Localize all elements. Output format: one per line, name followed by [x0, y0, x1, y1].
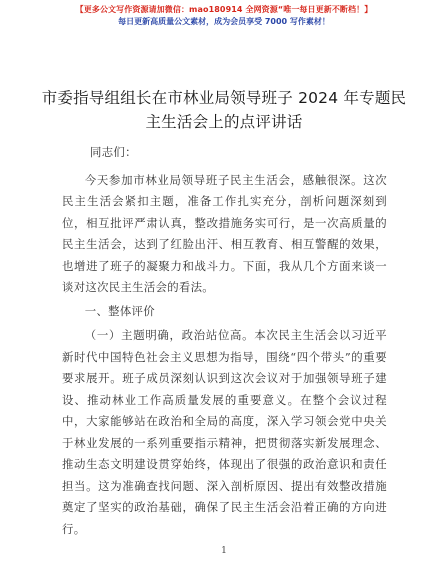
promo-line: 【更多公文写作资源请加微信：mao180914 全网资源“唯一每日更新不断档！】 — [75, 5, 373, 14]
section-heading: 一、整体评价 — [84, 303, 155, 318]
membership-line: 每日更新高质量公文素材，成为会员享受 7000 写作素材！ — [118, 17, 330, 26]
document-body — [62, 142, 387, 540]
salutation: 同志们： — [90, 145, 137, 159]
body-paragraph: 今天参加市林业局领导班子民主生活会，感触很深。这次民主生活会紧扣主题，准备工作扎实充分，剖析问题深刻到位，相互批评严肃认真，整改措施务实可行，是一次高质量的民主生活会，达到了红脸出汗、相互教育、相互警醒的效果，也增进了班子的凝聚力和战斗力。下面，我从几个方面来谈一谈对这次民主生活会的看法。 — [62, 172, 387, 294]
body-paragraph: （一）主题明确，政治站位高。本次民主生活会以习近平新时代中国特色社会主义思想为指导，围绕“四个带头”的重要要求展开。班子成员深刻认识到这次会议对于加强领导班子建设、推动林业工作高质量发展的重要意义。在整个会议过程中，大家能够站在政治和全局的高度，深入学习领会党中央关于林业发展的一系列重要指示精神，把贯彻落实新发展理念、推动生态文明建设贯穿始终，体现出了很强的政治意识和责任担当。这为准确查找问题、深入剖析原因、提出有效整改措施奠定了坚实的政治基础，确保了民主生活会沿着正确的方向进行。 — [62, 328, 387, 536]
header-banner — [0, 4, 448, 28]
page-number: 1 — [221, 546, 227, 556]
document-title: 市委指导组组长在市林业局领导班子 2024 年专题民主生活会上的点评讲话 — [41, 89, 407, 131]
